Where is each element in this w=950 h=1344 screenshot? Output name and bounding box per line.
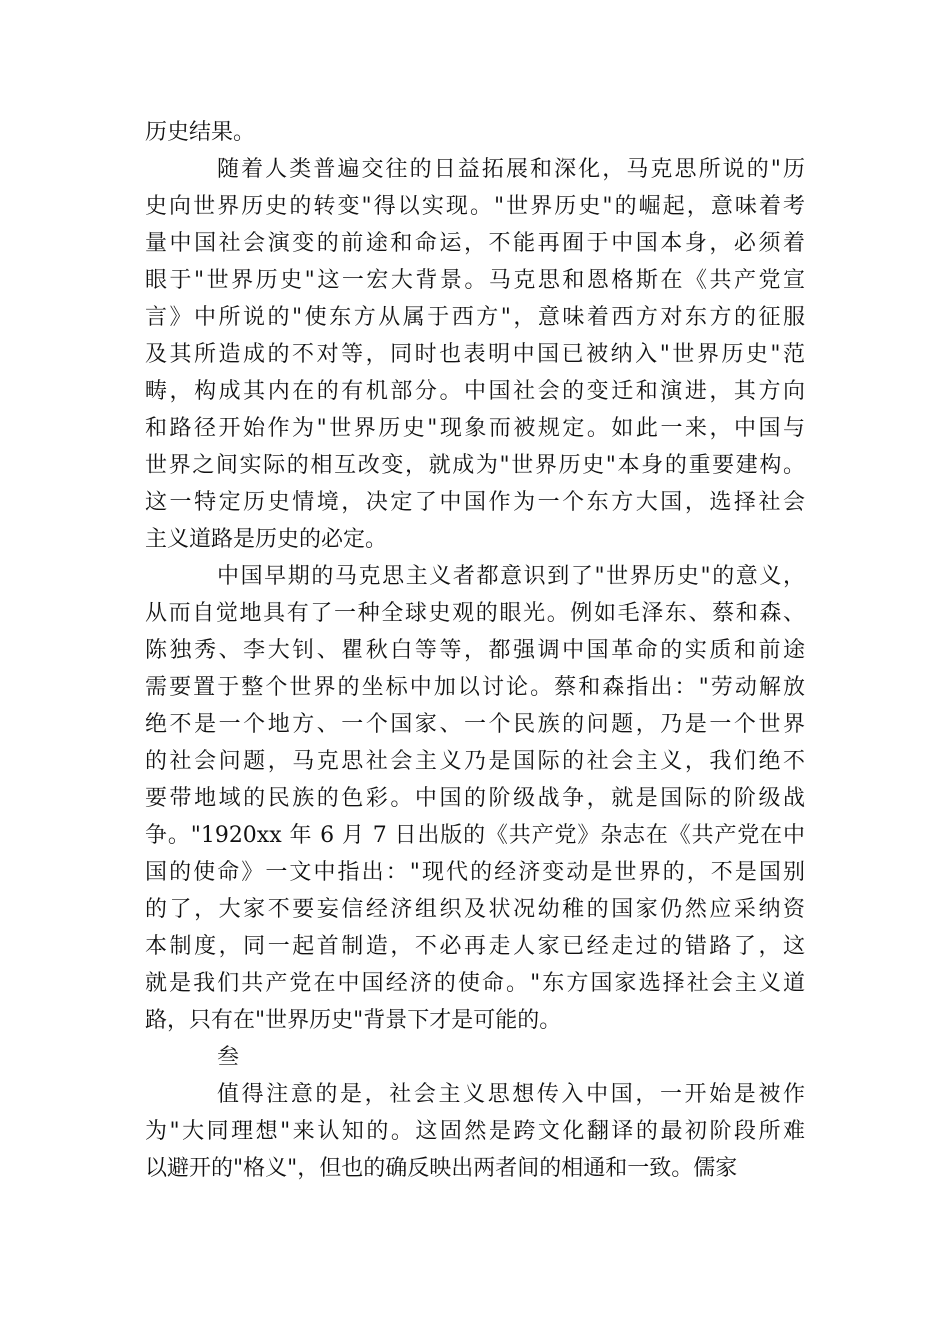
text-line: 叁: [217, 1045, 240, 1070]
text-line: 路，只有在"世界历史"背景下才是可能的。: [145, 1008, 562, 1033]
paragraph: [145, 558, 805, 1039]
text-line: 及其所造成的不对等，同时也表明中国已被纳入"世界历史"范: [145, 342, 805, 367]
text-line: 国的使命》一文中指出："现代的经济变动是世界的，不是国别: [145, 860, 805, 885]
text-line: 中国早期的马克思主义者都意识到了"世界历史"的意义，: [217, 564, 805, 589]
text-line: 和路径开始作为"世界历史"现象而被规定。如此一来，中国与: [145, 416, 805, 441]
paragraph: [145, 1076, 805, 1187]
text-line: 为"大同理想"来认知的。这固然是跨文化翻译的最初阶段所难: [145, 1119, 805, 1144]
text-line: 主义道路是历史的必定。: [145, 527, 388, 552]
paragraph: [145, 151, 805, 558]
text-line: 陈独秀、李大钊、瞿秋白等等，都强调中国革命的实质和前途: [145, 638, 805, 663]
text-line: 畴，构成其内在的有机部分。中国社会的变迁和演进，其方向: [145, 379, 805, 404]
text-line: 这一特定历史情境，决定了中国作为一个东方大国，选择社会: [145, 490, 805, 515]
section-heading: [145, 1039, 805, 1076]
text-line: 本制度，同一起首制造，不必再走人家已经走过的错路了，这: [145, 934, 805, 959]
text-line: 值得注意的是，社会主义思想传入中国，一开始是被作: [217, 1082, 805, 1107]
text-line: 量中国社会演变的前途和命运，不能再囿于中国本身，必须着: [145, 231, 805, 256]
text-line: 的了，大家不要妄信经济组织及状况幼稚的国家仍然应采纳资: [145, 897, 805, 922]
text-line: 绝不是一个地方、一个国家、一个民族的问题，乃是一个世界: [145, 712, 805, 737]
text-line: 眼于"世界历史"这一宏大背景。马克思和恩格斯在《共产党宣: [145, 268, 805, 293]
text-line: 世界之间实际的相互改变，就成为"世界历史"本身的重要建构。: [145, 453, 805, 478]
text-line: 争。"1920xx 年 6 月 7 日出版的《共产党》杂志在《共产党在中: [145, 823, 805, 848]
paragraph: [145, 114, 805, 151]
text-line: 要带地域的民族的色彩。中国的阶级战争，就是国际的阶级战: [145, 786, 805, 811]
document-body: [145, 114, 805, 1187]
text-line: 需要置于整个世界的坐标中加以讨论。蔡和森指出："劳动解放: [145, 675, 805, 700]
text-line: 以避开的"格义"，但也的确反映出两者间的相通和一致。儒家: [145, 1156, 738, 1181]
text-line: 从而自觉地具有了一种全球史观的眼光。例如毛泽东、蔡和森、: [145, 601, 805, 626]
text-line: 历史结果。: [145, 120, 256, 145]
text-line: 史向世界历史的转变"得以实现。"世界历史"的崛起，意味着考: [145, 194, 805, 219]
text-line: 随着人类普遍交往的日益拓展和深化，马克思所说的"历: [217, 157, 805, 182]
text-line: 的社会问题，马克思社会主义乃是国际的社会主义，我们绝不: [145, 749, 805, 774]
text-line: 言》中所说的"使东方从属于西方"，意味着西方对东方的征服: [145, 305, 805, 330]
text-line: 就是我们共产党在中国经济的使命。"东方国家选择社会主义道: [145, 971, 805, 996]
